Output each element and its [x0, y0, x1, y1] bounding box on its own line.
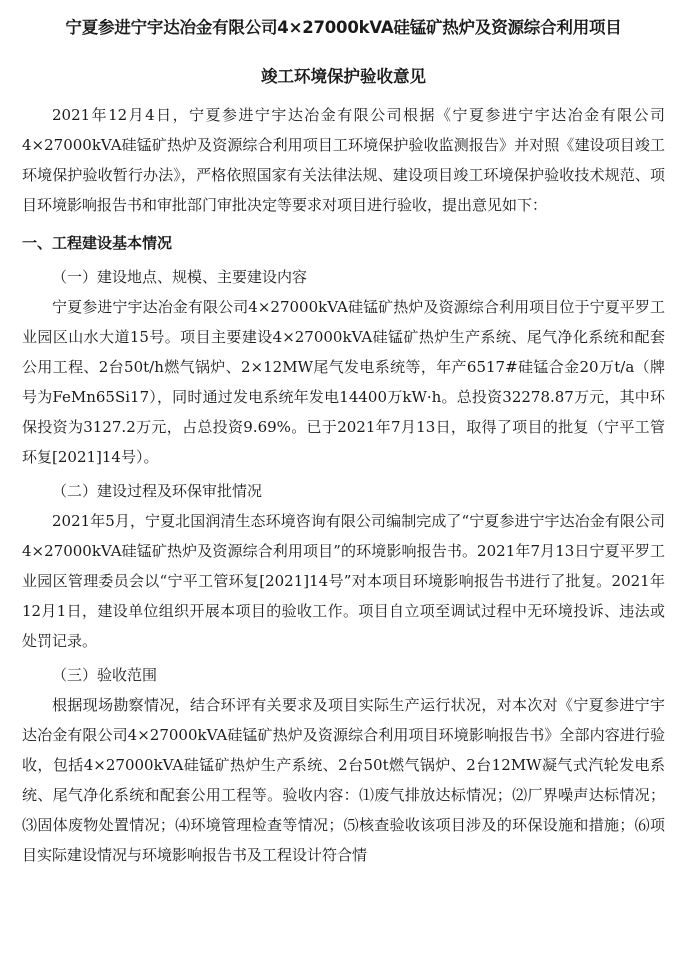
- subsection-3-paragraph: 根据现场勘察情况，结合环评有关要求及项目实际生产运行状况，对本次对《宁夏参进宁宇达冶金有限公司4×27000kVA硅锰矿热炉及资源综合利用项目环境影响报告书》全部内容进行验收，包括4×27000kVA硅锰矿热炉生产系统、2台50t燃气锅炉、2台12MW凝气式汽轮发电系统、尾气净化系统和配套公用工程等。验收内容：⑴废气排放达标情况；⑵厂界噪声达标情况；⑶固体废物处置情况；⑷环境管理检查等情况；⑸核查验收该项目涉及的环保设施和措施；⑹项目实际建设情况与环境影响报告书及工程设计符合情: [22, 696, 665, 864]
- section-heading-1: 一、工程建设基本情况: [22, 234, 173, 252]
- subsection-2-paragraph: 2021年5月，宁夏北国润清生态环境咨询有限公司编制完成了“宁夏参进宁宇达冶金有限公司4×27000kVA硅锰矿热炉及资源综合利用项目”的环境影响报告书。2021年7月13日宁夏平罗工业园区管理委员会以“宁平工管环复[2021]14号”对本项目环境影响报告书进行了批复。2021年12月1日，建设单位组织开展本项目的验收工作。项目自立项至调试过程中无环境投诉、违法或处罚记录。: [22, 512, 665, 650]
- intro-paragraph: 2021年12月4日，宁夏参进宁宇达冶金有限公司根据《宁夏参进宁宇达冶金有限公司4×27000kVA硅锰矿热炉及资源综合利用项目工环境保护验收监测报告》并对照《建设项目竣工环境保护验收暂行办法》，严格依照国家有关法律法规、建设项目竣工环境保护验收技术规范、项目环境影响报告书和审批部门审批决定等要求对项目进行验收，提出意见如下：: [22, 106, 665, 214]
- subsection-heading-3: （三）验收范围: [52, 666, 158, 684]
- document-title: 宁夏参进宁宇达冶金有限公司4×27000kVA硅锰矿热炉及资源综合利用项目: [65, 18, 622, 37]
- subsection-1-paragraph: 宁夏参进宁宇达冶金有限公司4×27000kVA硅锰矿热炉及资源综合利用项目位于宁夏平罗工业园区山水大道15号。项目主要建设4×27000kVA硅锰矿热炉生产系统、尾气净化系统和配套公用工程、2台50t/h燃气锅炉、2×12MW尾气发电系统等，年产6517#硅锰合金20万t/a（牌号为FeMn65Si17），同时通过发电系统年发电14400万kW·h。总投资32278.87万元，其中环保投资为3127.2万元，占总投资9.69%。已于2021年7月13日，取得了项目的批复（宁平工管环复[2021]14号）。: [22, 298, 665, 466]
- subsection-heading-1: （一）建设地点、规模、主要建设内容: [52, 268, 308, 286]
- subsection-heading-2: （二）建设过程及环保审批情况: [52, 482, 263, 500]
- document-subtitle: 竣工环境保护验收意见: [261, 67, 426, 86]
